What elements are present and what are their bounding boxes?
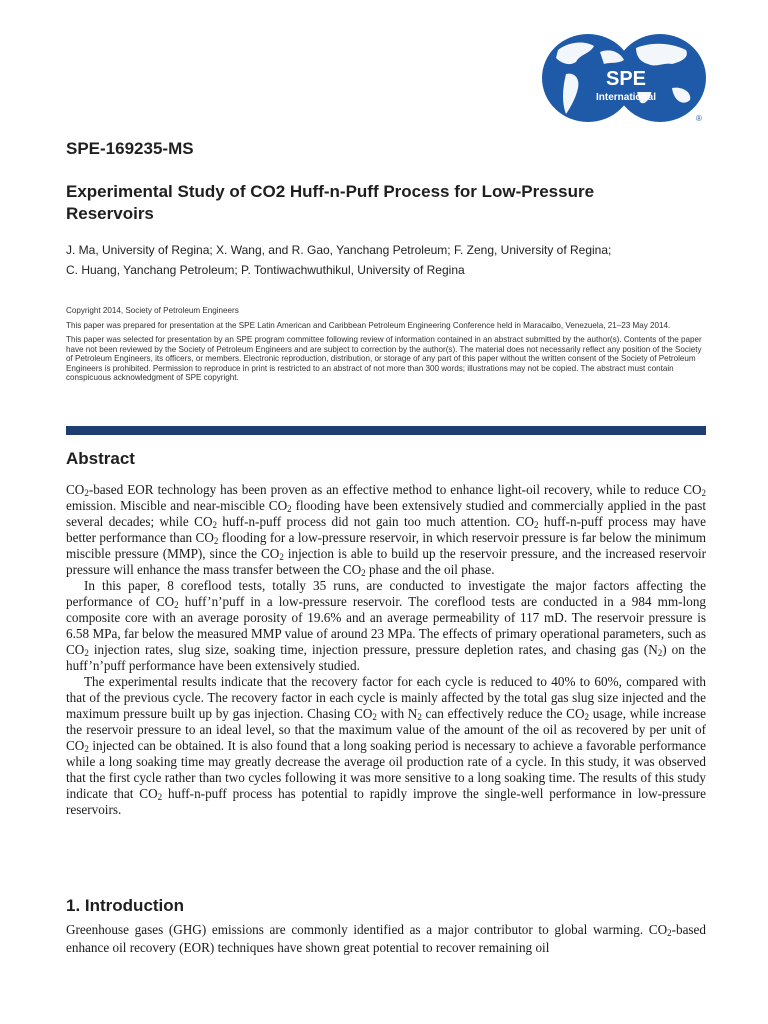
subscript: 2 [667,928,672,939]
subscript: 2 [287,504,292,515]
author-line-2: C. Huang, Yanchang Petroleum; P. Tontiwachwuthikul, University of Regina [66,263,465,277]
section-divider [66,426,706,435]
copyright-notice [66,306,706,388]
author-line-1: J. Ma, University of Regina; X. Wang, and R. Gao, Yanchang Petroleum; F. Zeng, University of Regina; [66,243,612,257]
spe-international-logo [540,28,712,124]
logo-text-international: International [595,92,657,103]
subscript: 2 [701,488,706,499]
logo-text-spe: SPE [605,68,647,90]
subscript: 2 [157,792,163,803]
subscript: 2 [417,712,422,723]
subscript: 2 [84,488,89,499]
subscript: 2 [372,712,377,723]
abstract-paragraph: $CO_2$-based EOR technology has been proven as an effective method to enhance light-oil recovery, while to reduce $CO_2$ emission. Miscible and near-miscible $CO_2$ flooding have been extensively studied and commercially applied in the past several decades; while $CO_2$ huff-n-puff process did not gain too much attention. $CO_2$ huff-n-puff process may have better performance than $CO_2$ flooding for a low-pressure reservoir, in which reservoir pressure is far below the minimum miscible pressure (MMP), since the $CO_2$ injection is able to build up the reservoir pressure, and the increased reservoir pressure will enhance the mass transfer between the $CO_2$ phase and the oil phase. [66,482,707,579]
introduction-heading: 1. Introduction [66,896,185,915]
paper-title: Experimental Study of CO2 Huff-n-Puff Process for Low-Pressure Reservoirs [66,182,595,223]
subscript: 2 [84,744,89,755]
subscript: 2 [213,536,219,547]
subscript: 2 [361,568,366,579]
subscript: 2 [584,712,589,723]
abstract-paragraph: In this paper, 8 coreflood tests, totally 35 runs, are conducted to investigate the major factors affecting the performance of $CO_2$ huff’n’puff in a low-pressure reservoir. The coreflood tests are conducted in a 984 mm-long composite core with an average porosity of 19.6% and an average permeability of 117 mD. The reservoir pressure is 6.58 MPa, far below the measured MMP value of around 23 MPa. The effects of primary operational parameters, such as $CO_2$ injection rates, slug size, soaking time, injection pressure, pressure depletion rates, and chasing gas $(N_2)$ on the huff’n’puff performance have been extensively studied. [66,578,707,673]
copyright-line: Copyright 2014, Society of Petroleum Engineers [66,306,239,315]
subscript: 2 [279,552,284,563]
subscript: 2 [84,648,89,659]
subscript: 2 [174,600,179,611]
subscript: 2 [534,520,539,531]
abstract-body [66,482,706,818]
presentation-note: This paper was prepared for presentation at the SPE Latin American and Caribbean Petroleum Engineering Conference held in Maracaibo, Venezuela, 21–23 May 2014. [66,320,671,330]
abstract-heading: Abstract [66,449,135,468]
selection-note: This paper was selected for presentation by an SPE program committee following review of information contained in an abstract submitted by the author(s). Contents of the paper have not been reviewed by the Society of Petroleum Engineers and are subject to correction by the author(s). The material does not necessarily reflect any position of the Society of Petroleum Engineers, its officers, or members. Electronic reproduction, distribution, or storage of any part of this paper without the written consent of the Society of Petroleum Engineers is prohibited. Permission to reproduce in print is restricted to an abstract of not more than 300 words; illustrations may not be copied. The abstract must contain conspicuous acknowledgment of SPE copyright. [66,335,702,382]
abstract-paragraph: The experimental results indicate that the recovery factor for each cycle is reduced to 40% to 60%, compared with that of the previous cycle. The recovery factor in each cycle is mainly affected by the total gas slug size injected and the maximum pressure built up by gas injection. Chasing $CO_2$ with $N_2$ can effectively reduce the $CO_2$ usage, while increase the reservoir pressure to an ideal level, so that the maximum value of the amount of the oil as recovered by per unit of $CO_2$ injected can be obtained. It is also found that a long soaking period is necessary to achieve a favorable performance while a long soaking time may greatly decrease the average oil production rate of a cycle. In this study, it was observed that the first cycle rather than two cycles following it was more sensitive to a long soaking time. The results of this study indicate that $CO_2$ huff-n-puff process has potential to rapidly improve the single-well performance in low-pressure reservoirs. [66,674,706,817]
subscript: 2 [212,520,217,531]
introduction-body [66,921,706,957]
logo-registered-mark: ® [696,114,702,123]
author-list [66,240,706,280]
paper-number: SPE-169235-MS [66,139,194,158]
introduction-paragraph: Greenhouse gases (GHG) emissions are commonly identified as a major contributor to global warming. $CO_2$-based enhance oil recovery (EOR) techniques have shown great potential to recover remaining oil [66,922,706,955]
subscript: 2 [657,648,663,659]
